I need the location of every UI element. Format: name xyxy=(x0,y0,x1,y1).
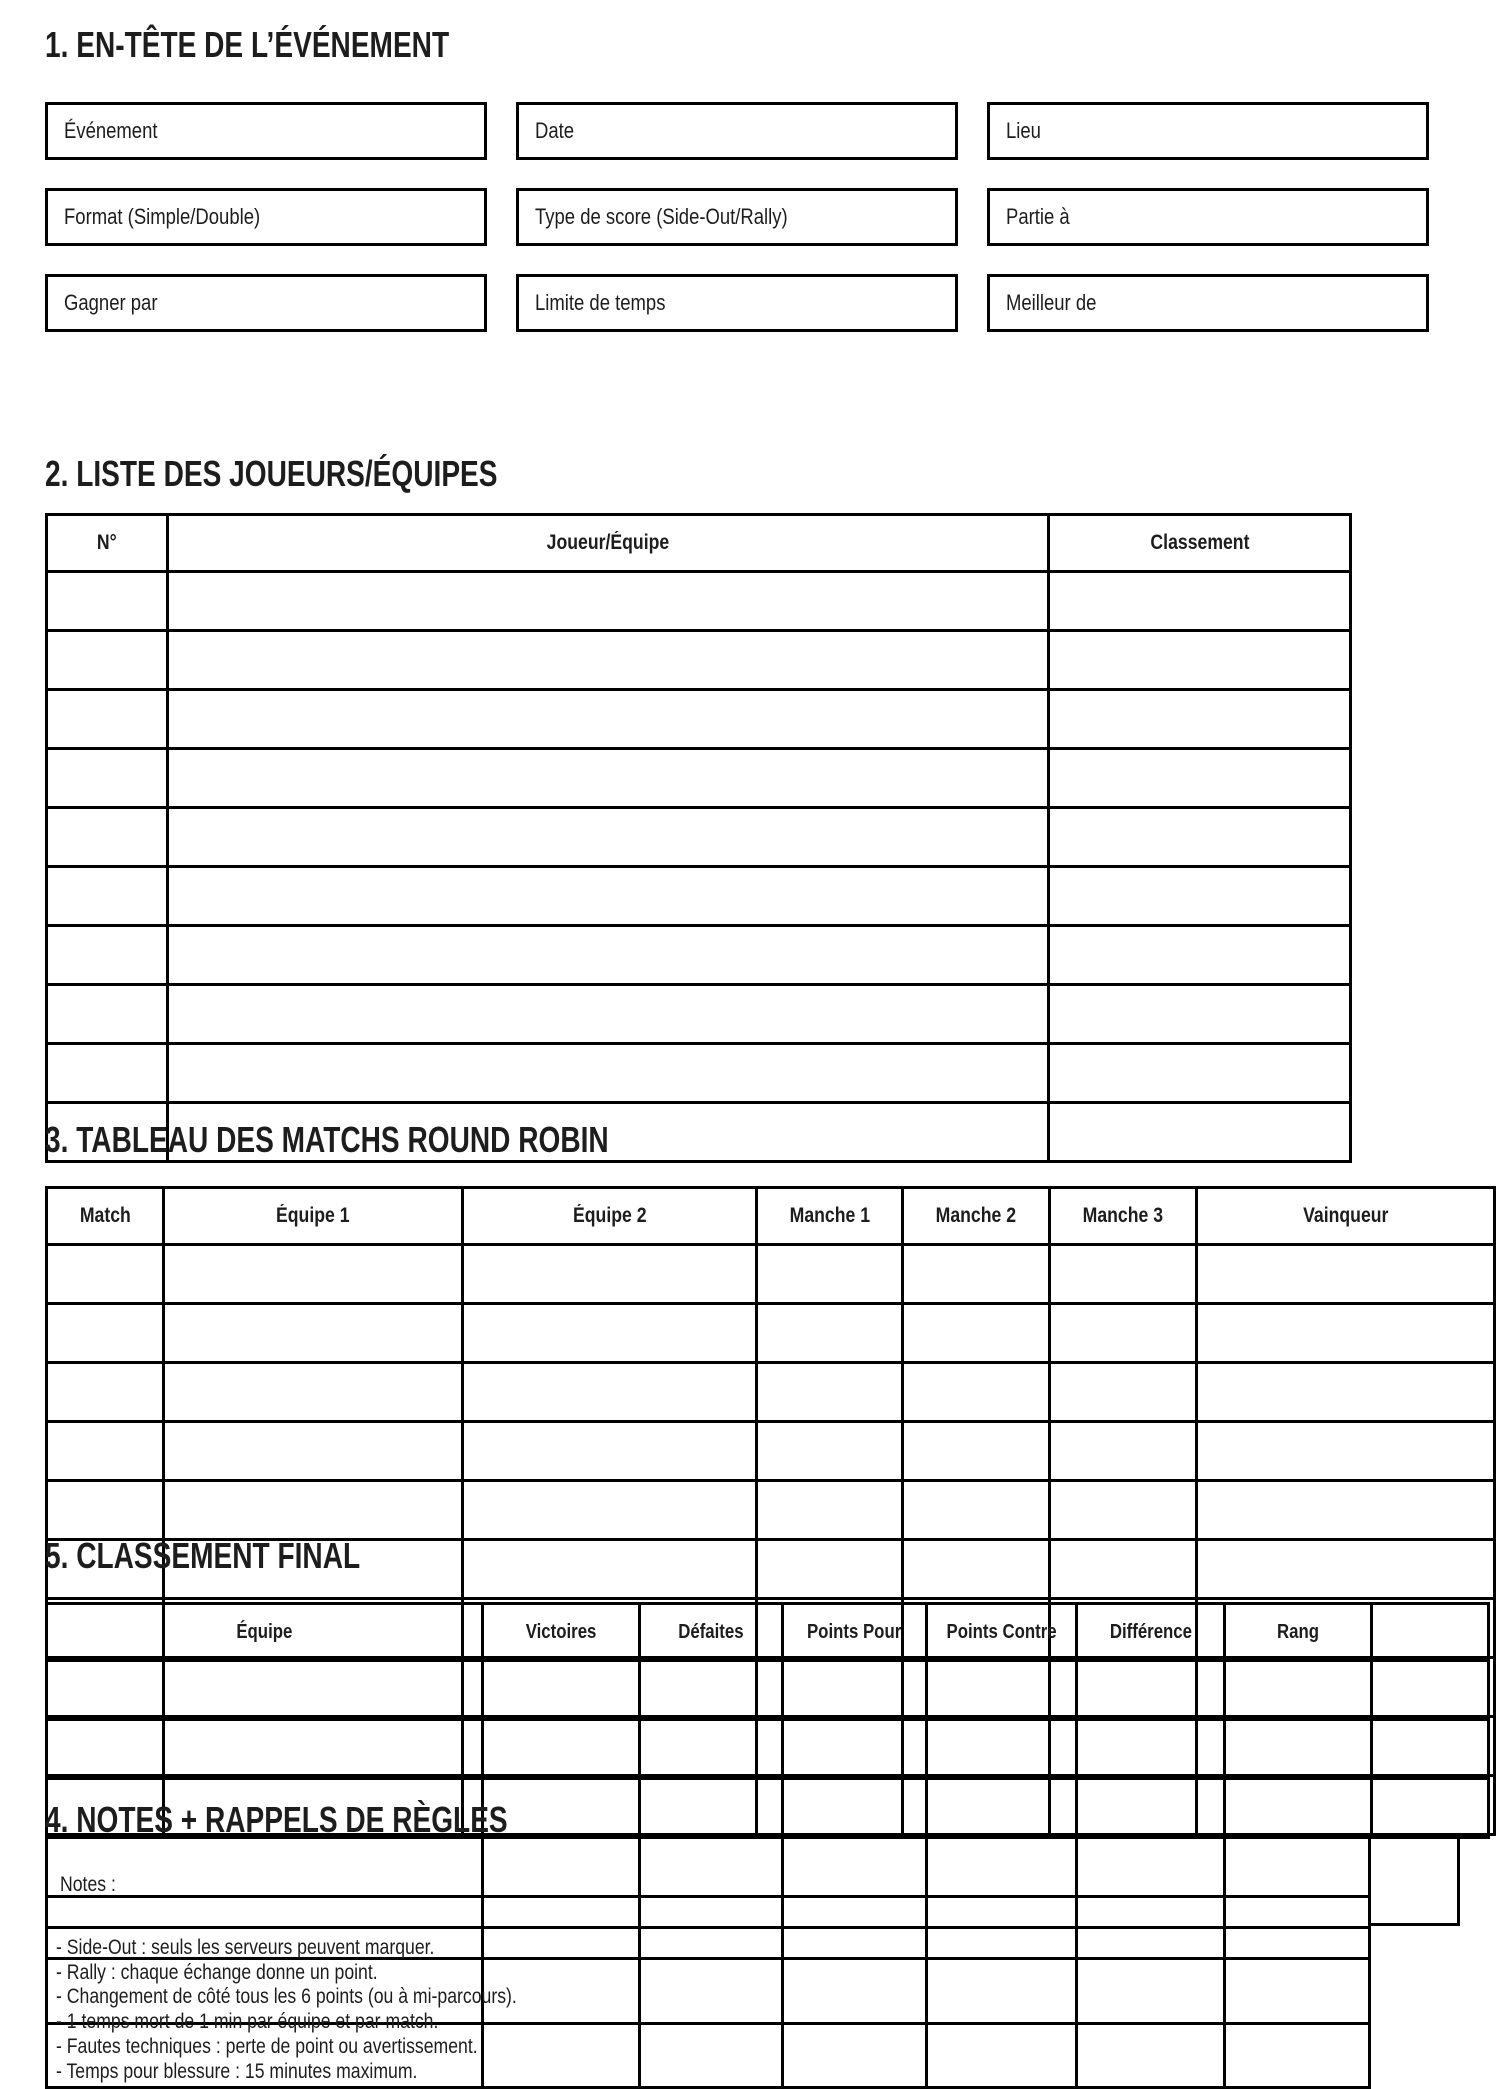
empty-cell xyxy=(927,1720,1077,1779)
empty-cell xyxy=(1077,1838,1225,1897)
empty-cell xyxy=(783,2024,927,2088)
field-box-format: Format (Simple/Double) xyxy=(45,188,487,246)
empty-cell xyxy=(483,1661,640,1720)
empty-row xyxy=(47,1481,1495,1540)
field-box-limite-temps: Limite de temps xyxy=(516,274,958,332)
rule-line-temps-mort: - 1 temps mort de 1 min par équipe et par match. xyxy=(56,2010,439,2034)
empty-cell xyxy=(463,1540,757,1599)
standings-extra-row xyxy=(45,1836,1371,1898)
empty-cell xyxy=(47,690,168,749)
empty-row xyxy=(47,1245,1495,1304)
empty-row xyxy=(47,1422,1495,1481)
empty-cell xyxy=(168,690,1049,749)
empty-cell xyxy=(757,1422,903,1481)
empty-cell xyxy=(903,1481,1050,1540)
empty-cell xyxy=(47,1481,164,1540)
empty-cell xyxy=(47,1363,164,1422)
empty-cell xyxy=(757,1363,903,1422)
empty-cell xyxy=(168,572,1049,631)
empty-cell xyxy=(1077,1661,1225,1720)
standings-col-difference: Différence xyxy=(1077,1604,1225,1661)
empty-cell xyxy=(1225,1959,1370,2024)
empty-cell xyxy=(1077,2024,1225,2088)
empty-cell xyxy=(47,1897,483,1928)
empty-cell xyxy=(640,1779,783,1838)
empty-cell xyxy=(927,1928,1077,1959)
field-box-date: Date xyxy=(516,102,958,160)
empty-cell xyxy=(1372,1720,1489,1779)
empty-cell xyxy=(903,1245,1050,1304)
empty-cell xyxy=(1225,1779,1372,1838)
standings-col-blank xyxy=(1372,1604,1489,1661)
empty-cell xyxy=(927,1897,1077,1928)
empty-row xyxy=(47,985,1351,1044)
rule-line-changement: - Changement de côté tous les 6 points (ou à mi-parcours). xyxy=(56,1985,517,2009)
empty-cell xyxy=(1077,1959,1225,2024)
empty-cell xyxy=(640,2024,783,2088)
empty-cell xyxy=(1372,1661,1489,1720)
empty-cell xyxy=(1049,690,1351,749)
empty-cell xyxy=(640,1928,783,1959)
empty-cell xyxy=(1050,1304,1197,1363)
empty-cell xyxy=(164,1245,463,1304)
matches-col-vainqueur: Vainqueur xyxy=(1197,1188,1495,1245)
empty-cell xyxy=(47,1304,164,1363)
matches-col-match: Match xyxy=(47,1188,164,1245)
empty-cell xyxy=(47,1245,164,1304)
standings-col-equipe: Équipe xyxy=(47,1604,483,1661)
empty-cell xyxy=(47,1044,168,1103)
empty-cell xyxy=(783,1897,927,1928)
empty-cell xyxy=(1077,1779,1225,1838)
empty-cell xyxy=(47,631,168,690)
empty-cell xyxy=(168,926,1049,985)
empty-cell xyxy=(168,808,1049,867)
empty-row xyxy=(47,749,1351,808)
empty-cell xyxy=(1225,1661,1372,1720)
empty-cell xyxy=(164,1363,463,1422)
empty-cell xyxy=(47,985,168,1044)
standings-col-points-pour: Points Pour xyxy=(783,1604,927,1661)
empty-cell xyxy=(1372,1779,1489,1838)
empty-cell xyxy=(903,1422,1050,1481)
empty-cell xyxy=(1049,926,1351,985)
empty-cell xyxy=(1225,2024,1370,2088)
matches-col-manche2: Manche 2 xyxy=(903,1188,1050,1245)
empty-cell xyxy=(1049,1103,1351,1162)
empty-cell xyxy=(1049,808,1351,867)
players-table xyxy=(45,513,1352,1163)
standings-col-victoires: Victoires xyxy=(483,1604,640,1661)
empty-cell xyxy=(1197,1540,1495,1599)
empty-row xyxy=(47,808,1351,867)
empty-cell xyxy=(1077,1928,1225,1959)
empty-cell xyxy=(927,1779,1077,1838)
empty-cell xyxy=(1050,1422,1197,1481)
standings-header-row xyxy=(47,1604,1489,1661)
empty-row xyxy=(47,926,1351,985)
standings-col-defaites: Défaites xyxy=(640,1604,783,1661)
empty-cell xyxy=(1049,1044,1351,1103)
empty-cell xyxy=(164,1304,463,1363)
empty-cell xyxy=(164,1481,463,1540)
empty-cell xyxy=(757,1481,903,1540)
empty-cell xyxy=(164,1422,463,1481)
matches-col-equipe2: Équipe 2 xyxy=(463,1188,757,1245)
empty-cell xyxy=(783,1779,927,1838)
empty-cell xyxy=(1197,1304,1495,1363)
empty-cell xyxy=(463,1245,757,1304)
empty-row xyxy=(47,690,1351,749)
empty-cell xyxy=(927,1838,1077,1897)
empty-cell xyxy=(47,1661,483,1720)
empty-cell xyxy=(927,1959,1077,2024)
field-box-partie-a: Partie à xyxy=(987,188,1429,246)
empty-cell xyxy=(463,1363,757,1422)
empty-cell xyxy=(903,1363,1050,1422)
empty-cell xyxy=(47,867,168,926)
players-col-joueur-equipe: Joueur/Équipe xyxy=(168,515,1049,572)
matches-col-manche3: Manche 3 xyxy=(1050,1188,1197,1245)
empty-row xyxy=(47,572,1351,631)
standings-col-rang: Rang xyxy=(1225,1604,1372,1661)
field-box-gagner-par: Gagner par xyxy=(45,274,487,332)
empty-cell xyxy=(927,1661,1077,1720)
empty-cell xyxy=(1225,1720,1372,1779)
empty-cell xyxy=(463,1422,757,1481)
overflow-box xyxy=(1368,1836,1460,1926)
empty-cell xyxy=(903,1304,1050,1363)
empty-cell xyxy=(757,1540,903,1599)
empty-cell xyxy=(1050,1245,1197,1304)
empty-cell xyxy=(1225,1928,1370,1959)
empty-cell xyxy=(1197,1481,1495,1540)
empty-row xyxy=(47,1363,1495,1422)
empty-cell xyxy=(483,1720,640,1779)
empty-cell xyxy=(1077,1720,1225,1779)
rule-line-side-out: - Side-Out : seuls les serveurs peuvent marquer. xyxy=(56,1936,435,1959)
empty-cell xyxy=(47,1422,164,1481)
empty-cell xyxy=(927,2024,1077,2088)
empty-cell xyxy=(1050,1481,1197,1540)
empty-row xyxy=(47,1044,1351,1103)
empty-cell xyxy=(1049,749,1351,808)
empty-row xyxy=(47,1661,1489,1720)
empty-cell xyxy=(783,1838,927,1897)
players-col-classement: Classement xyxy=(1049,515,1351,572)
empty-cell xyxy=(783,1959,927,2024)
empty-cell xyxy=(483,1897,640,1928)
empty-row xyxy=(47,867,1351,926)
empty-row xyxy=(47,1897,1370,1928)
notes-label: Notes : xyxy=(60,1873,116,1896)
field-box-lieu: Lieu xyxy=(987,102,1429,160)
section-title-players: 2. LISTE DES JOUEURS/ÉQUIPES xyxy=(45,453,498,494)
empty-cell xyxy=(1050,1363,1197,1422)
empty-cell xyxy=(1049,631,1351,690)
empty-cell xyxy=(168,631,1049,690)
section-title-notes: 4. NOTES + RAPPELS DE RÈGLES xyxy=(45,1799,508,1840)
empty-cell xyxy=(757,1245,903,1304)
empty-cell xyxy=(1197,1363,1495,1422)
rule-line-rally: - Rally : chaque échange donne un point. xyxy=(56,1960,378,1984)
empty-cell xyxy=(757,1304,903,1363)
empty-cell xyxy=(483,1838,640,1897)
empty-cell xyxy=(168,1044,1049,1103)
players-header-row xyxy=(47,515,1351,572)
field-box-type-score: Type de score (Side-Out/Rally) xyxy=(516,188,958,246)
empty-cell xyxy=(783,1928,927,1959)
rules-list xyxy=(56,1936,605,2084)
empty-cell xyxy=(463,1304,757,1363)
empty-cell xyxy=(168,749,1049,808)
empty-cell xyxy=(640,1720,783,1779)
empty-row xyxy=(47,1720,1489,1779)
rule-line-fautes: - Fautes techniques : perte de point ou avertissement. xyxy=(56,2034,478,2058)
section-title-event-header: 1. EN-TÊTE DE L’ÉVÉNEMENT xyxy=(45,24,450,65)
empty-row xyxy=(47,1838,1370,1897)
empty-cell xyxy=(168,867,1049,926)
empty-cell xyxy=(47,749,168,808)
empty-cell xyxy=(640,1661,783,1720)
empty-cell xyxy=(1077,1897,1225,1928)
empty-cell xyxy=(640,1838,783,1897)
section-title-standings: 5. CLASSEMENT FINAL xyxy=(45,1535,361,1576)
empty-row xyxy=(47,631,1351,690)
section-title-matches: 3. TABLEAU DES MATCHS ROUND ROBIN xyxy=(45,1119,609,1160)
empty-cell xyxy=(47,808,168,867)
empty-cell xyxy=(640,1959,783,2024)
empty-cell xyxy=(1050,1540,1197,1599)
matches-col-manche1: Manche 1 xyxy=(757,1188,903,1245)
empty-cell xyxy=(47,926,168,985)
empty-cell xyxy=(783,1720,927,1779)
players-col-numero: N° xyxy=(47,515,168,572)
empty-cell xyxy=(47,572,168,631)
matches-col-equipe1: Équipe 1 xyxy=(164,1188,463,1245)
empty-cell xyxy=(1197,1245,1495,1304)
empty-cell xyxy=(1197,1422,1495,1481)
field-box-evenement: Événement xyxy=(45,102,487,160)
empty-cell xyxy=(1049,985,1351,1044)
empty-cell xyxy=(1225,1897,1370,1928)
empty-cell xyxy=(168,985,1049,1044)
matches-header-row xyxy=(47,1188,1495,1245)
standings-col-points-contre: Points Contre xyxy=(927,1604,1077,1661)
field-box-meilleur-de: Meilleur de xyxy=(987,274,1429,332)
empty-cell xyxy=(903,1540,1050,1599)
empty-cell xyxy=(47,1720,483,1779)
empty-row xyxy=(47,1304,1495,1363)
empty-cell xyxy=(463,1481,757,1540)
rule-line-blessure: - Temps pour blessure : 15 minutes maximum. xyxy=(56,2059,418,2083)
empty-cell xyxy=(1049,572,1351,631)
empty-cell xyxy=(1049,867,1351,926)
empty-cell xyxy=(640,1897,783,1928)
empty-cell xyxy=(1225,1838,1370,1897)
empty-cell xyxy=(783,1661,927,1720)
